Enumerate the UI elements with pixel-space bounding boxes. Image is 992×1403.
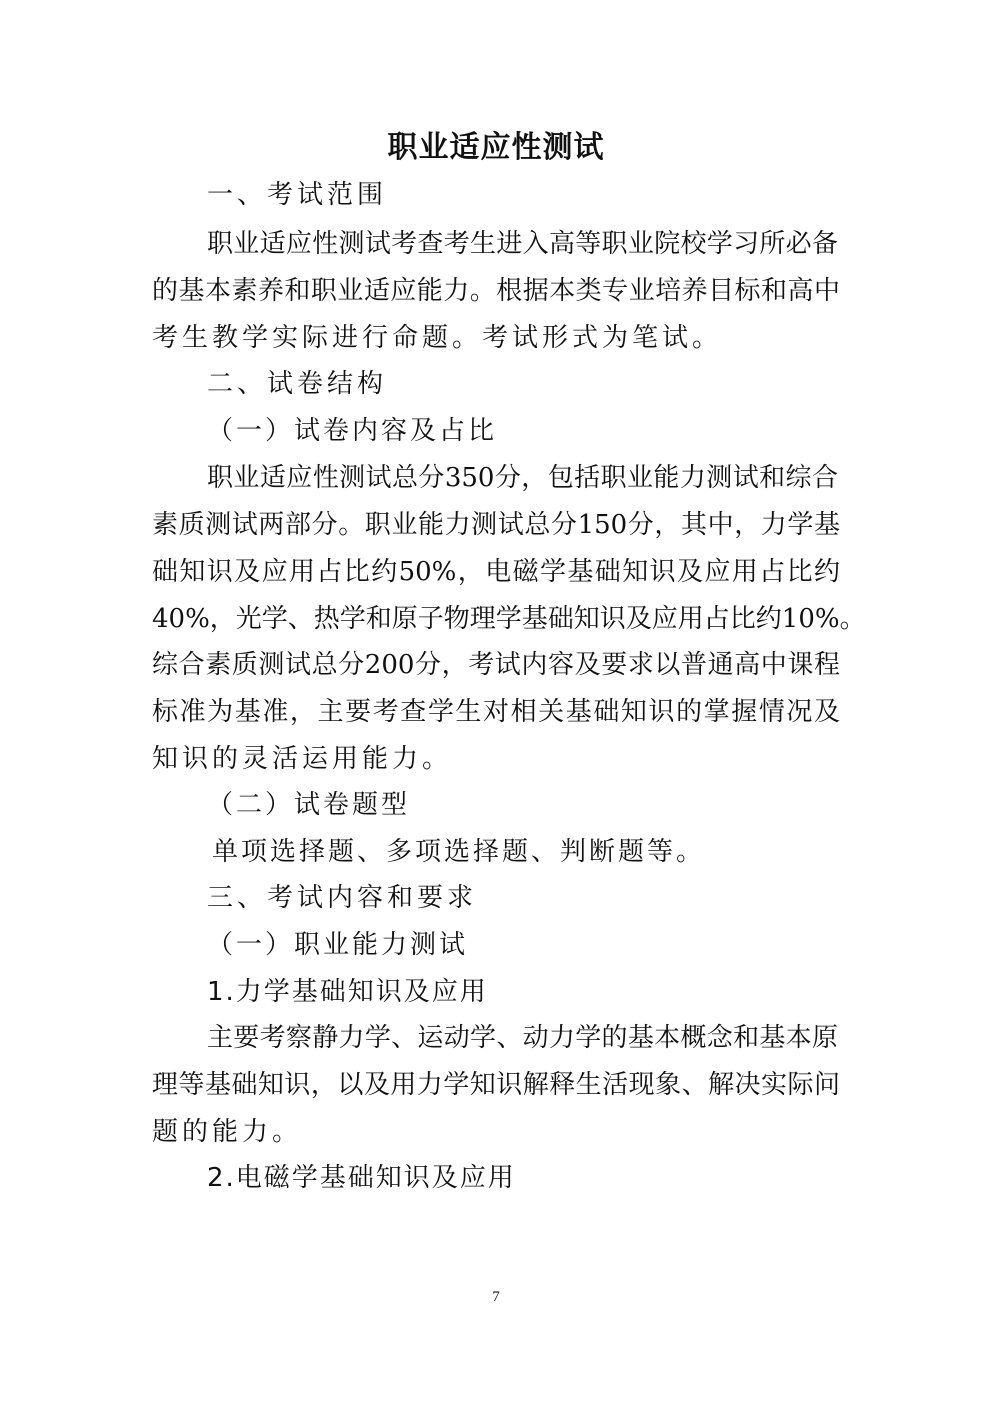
section-heading-content-requirements: 三、考试内容和要求 [207, 883, 478, 913]
paragraph-line: 题的能力。 [152, 1117, 303, 1147]
paragraph-line: 40%，光学、热学和原子物理学基础知识及应用占比约10%。 [152, 604, 866, 634]
paragraph-line: 综合素质测试总分200分，考试内容及要求以普通高中课程 [152, 650, 840, 680]
paragraph-line: 素质测试两部分。职业能力测试总分150分，其中，力学基 [152, 510, 840, 540]
paragraph-line: 职业适应性测试总分350分，包括职业能力测试和综合 [207, 463, 838, 493]
paragraph-line: 的基本素养和职业适应能力。根据本类专业培养目标和高中 [152, 276, 840, 306]
paragraph-line: 标准为基准，主要考查学生对相关基础知识的掌握情况及 [152, 697, 840, 727]
paragraph-line: 职业适应性测试考查考生进入高等职业院校学习所必备 [207, 229, 838, 259]
paragraph-line: 单项选择题、多项选择题、判断题等。 [212, 837, 706, 867]
paragraph-line: 础知识及应用占比约50%，电磁学基础知识及应用占比约 [152, 557, 840, 587]
section-heading-exam-scope: 一、考试范围 [207, 180, 388, 210]
paragraph-line: 考生教学实际进行命题。考试形式为笔试。 [152, 323, 723, 353]
paragraph-line: 知识的灵活运用能力。 [152, 744, 453, 774]
subsection-heading-question-types: （二）试卷题型 [207, 790, 411, 820]
subsection-heading-content-ratio: （一）试卷内容及占比 [207, 416, 498, 446]
subsection-heading-vocational-ability: （一）职业能力测试 [207, 930, 469, 960]
paragraph-line: 理等基础知识，以及用力学知识解释生活现象、解决实际问 [152, 1070, 840, 1100]
item-heading-electromagnetism: 2.电磁学基础知识及应用 [207, 1163, 516, 1193]
section-heading-paper-structure: 二、试卷结构 [207, 369, 388, 399]
item-heading-mechanics: 1.力学基础知识及应用 [207, 977, 488, 1007]
document-title: 职业适应性测试 [387, 130, 605, 165]
paragraph-line: 主要考察静力学、运动学、动力学的基本概念和基本原 [207, 1023, 838, 1053]
page-number: 7 [492, 1289, 500, 1305]
